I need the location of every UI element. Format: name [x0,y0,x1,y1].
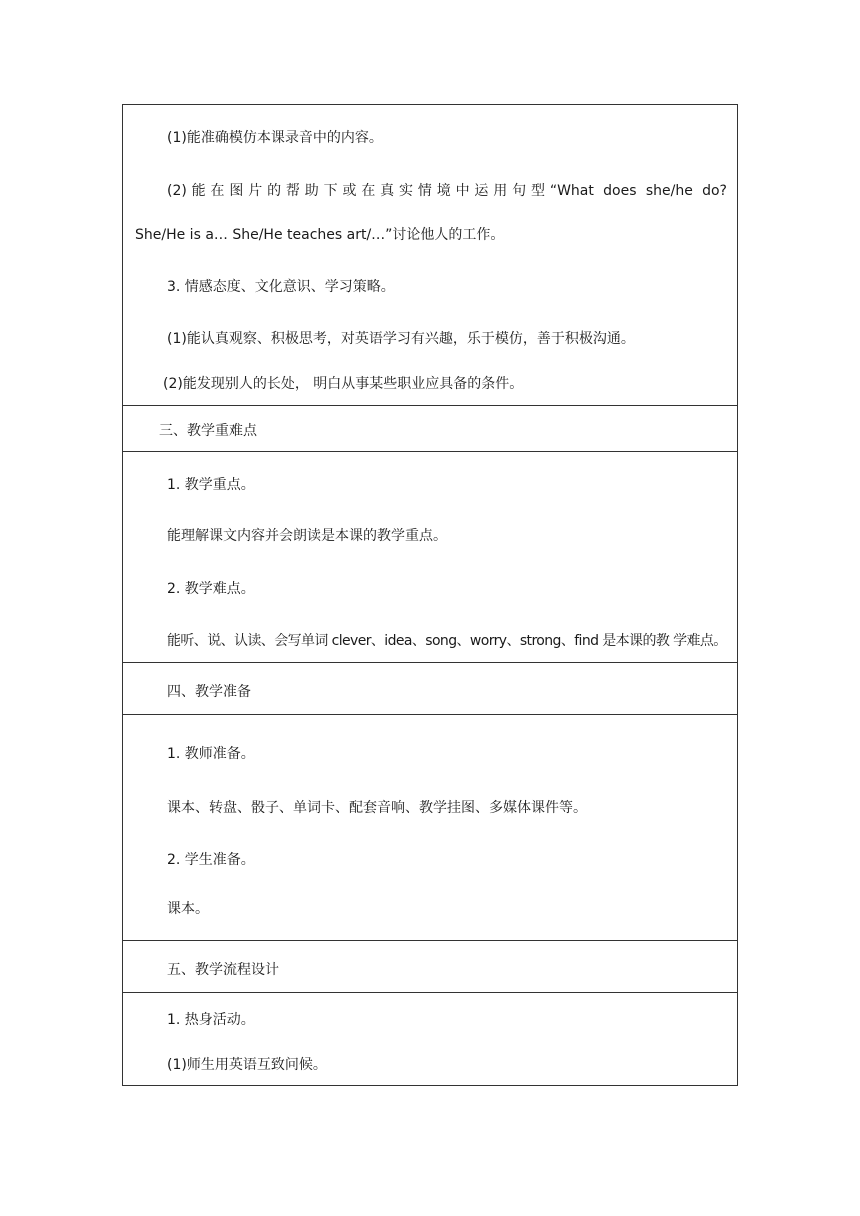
objectives-section [123,105,737,405]
lesson-plan-table [122,104,738,1086]
section-3-body [123,451,737,662]
objective-item-1: (1)能准确模仿本课录音中的内容。 [167,130,383,146]
section-4-sub-2-text: 课本。 [167,901,209,917]
section-3-heading: 三、教学重难点 [159,423,257,439]
section-3-sub-1-text: 能理解课文内容并会朗读是本课的教学重点。 [167,528,447,544]
section-5-heading: 五、教学流程设计 [167,962,279,978]
section-3-sub-2-text: 能听、说、认读、会写单词 clever、idea、song、worry、strong、find 是本课的教 学难点。 [167,633,727,649]
section-5-heading-row [123,940,737,992]
objective-subheading-3: 3. 情感态度、文化意识、学习策略。 [167,279,395,295]
section-4-heading-row [123,662,737,714]
section-3-sub-1: 1. 教学重点。 [167,477,255,493]
objective-item-2-line-2: She/He is a… She/He teaches art/…”讨论他人的工作。 [135,227,505,243]
section-5-sub-1: 1. 热身活动。 [167,1012,255,1028]
objective-3-item-1: (1)能认真观察、积极思考，对英语学习有兴趣，乐于模仿，善于积极沟通。 [167,331,635,347]
section-4-body [123,714,737,940]
section-4-sub-1: 1. 教师准备。 [167,746,255,762]
section-3-heading-row [123,405,737,451]
objective-3-item-2: (2)能发现别人的长处， 明白从事某些职业应具备的条件。 [163,376,524,392]
section-4-sub-2: 2. 学生准备。 [167,852,255,868]
section-4-sub-1-text: 课本、转盘、骰子、单词卡、配套音响、教学挂图、多媒体课件等。 [167,800,587,816]
section-5-body [123,992,737,1085]
section-3-sub-2: 2. 教学难点。 [167,581,255,597]
objective-item-2-line-1: (2)能在图片的帮助下或在真实情境中运用句型“What does she/he do? [167,183,727,199]
section-5-sub-1-item-1: (1)师生用英语互致问候。 [167,1057,327,1073]
section-4-heading: 四、教学准备 [167,684,251,700]
